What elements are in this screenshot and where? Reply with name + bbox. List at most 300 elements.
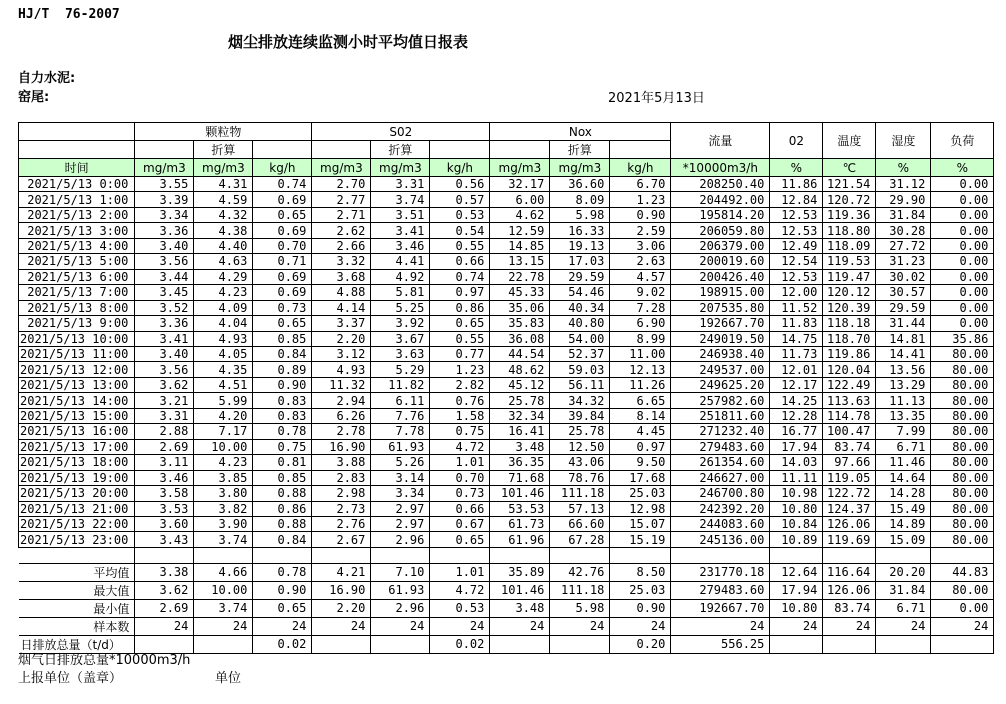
value-cell <box>931 635 994 653</box>
value-cell: 3.74 <box>194 599 253 617</box>
header-blank-cell <box>312 141 371 159</box>
value-cell: 2.88 <box>135 424 194 439</box>
value-cell: 14.28 <box>876 486 931 501</box>
time-cell: 2021/5/13 6:00 <box>19 269 135 284</box>
value-cell: 16.90 <box>312 439 371 454</box>
value-cell: 80.00 <box>931 470 994 485</box>
value-cell: 7.28 <box>610 300 671 315</box>
table-row <box>19 285 994 300</box>
value-cell: 0.00 <box>931 177 994 192</box>
value-cell: 24 <box>823 617 876 635</box>
value-cell: 31.23 <box>876 254 931 269</box>
value-cell: 32.17 <box>490 177 550 192</box>
value-cell: 0.74 <box>430 269 490 284</box>
value-cell: 14.85 <box>490 238 550 253</box>
value-cell: 2.98 <box>312 486 371 501</box>
value-cell: 10.89 <box>770 532 823 547</box>
time-cell: 2021/5/13 14:00 <box>19 393 135 408</box>
table-row <box>19 207 994 222</box>
time-cell: 2021/5/13 17:00 <box>19 439 135 454</box>
time-cell: 2021/5/13 9:00 <box>19 316 135 331</box>
value-cell: 3.06 <box>610 238 671 253</box>
value-cell: 71.68 <box>490 470 550 485</box>
value-cell: 25.78 <box>550 424 610 439</box>
value-cell <box>194 547 253 563</box>
value-cell: 0.55 <box>430 331 490 346</box>
value-cell: 25.03 <box>610 486 671 501</box>
converted-header: 折算 <box>550 141 610 159</box>
value-cell: 2.96 <box>371 532 430 547</box>
value-cell: 192667.70 <box>671 316 770 331</box>
value-cell: 0.88 <box>253 486 312 501</box>
value-cell: 12.98 <box>610 501 671 516</box>
value-cell: 2.69 <box>135 439 194 454</box>
value-cell <box>135 547 194 563</box>
value-cell: 2.71 <box>312 207 371 222</box>
value-cell: 0.84 <box>253 346 312 361</box>
value-cell: 0.86 <box>253 501 312 516</box>
value-cell: 40.34 <box>550 300 610 315</box>
value-cell: 3.45 <box>135 285 194 300</box>
value-cell: 31.84 <box>876 207 931 222</box>
value-cell: 2.97 <box>371 516 430 531</box>
value-cell: 7.76 <box>371 408 430 423</box>
col-header-nox: Nox <box>490 123 671 141</box>
value-cell: 3.21 <box>135 393 194 408</box>
unit-cell: kg/h <box>610 159 671 177</box>
value-cell: 200426.40 <box>671 269 770 284</box>
table-row <box>19 532 994 547</box>
value-cell: 3.88 <box>312 455 371 470</box>
table-row <box>19 238 994 253</box>
value-cell: 0.65 <box>430 532 490 547</box>
value-cell: 3.31 <box>135 408 194 423</box>
value-cell: 12.01 <box>770 362 823 377</box>
value-cell: 206059.80 <box>671 223 770 238</box>
value-cell: 4.72 <box>430 439 490 454</box>
value-cell: 2.77 <box>312 192 371 207</box>
value-cell: 12.59 <box>490 223 550 238</box>
value-cell: 3.55 <box>135 177 194 192</box>
value-cell: 13.35 <box>876 408 931 423</box>
value-cell: 0.85 <box>253 470 312 485</box>
value-cell <box>253 547 312 563</box>
unit-cell: % <box>876 159 931 177</box>
value-cell: 3.46 <box>135 470 194 485</box>
time-cell: 2021/5/13 4:00 <box>19 238 135 253</box>
value-cell: 20.20 <box>876 563 931 581</box>
value-cell: 11.52 <box>770 300 823 315</box>
value-cell: 100.47 <box>823 424 876 439</box>
value-cell: 29.59 <box>876 300 931 315</box>
table-row <box>19 223 994 238</box>
value-cell: 0.00 <box>931 207 994 222</box>
summary-body <box>19 547 994 653</box>
value-cell: 14.03 <box>770 455 823 470</box>
value-cell: 242392.20 <box>671 501 770 516</box>
row-label-cell: 最大值 <box>19 581 135 599</box>
value-cell: 2.76 <box>312 516 371 531</box>
time-cell: 2021/5/13 15:00 <box>19 408 135 423</box>
value-cell: 3.40 <box>135 238 194 253</box>
value-cell: 31.44 <box>876 316 931 331</box>
value-cell: 261354.60 <box>671 455 770 470</box>
time-cell: 2021/5/13 22:00 <box>19 516 135 531</box>
value-cell: 11.00 <box>610 346 671 361</box>
value-cell: 101.46 <box>490 581 550 599</box>
header-blank-cell <box>19 123 135 141</box>
value-cell: 3.60 <box>135 516 194 531</box>
value-cell: 3.12 <box>312 346 371 361</box>
value-cell: 3.52 <box>135 300 194 315</box>
value-cell: 3.41 <box>135 331 194 346</box>
value-cell: 0.73 <box>430 486 490 501</box>
value-cell: 556.25 <box>671 635 770 653</box>
col-header-load: 负荷 <box>931 123 994 159</box>
value-cell: 4.93 <box>312 362 371 377</box>
value-cell: 0.65 <box>253 599 312 617</box>
value-cell: 120.12 <box>823 285 876 300</box>
value-cell: 2.78 <box>312 424 371 439</box>
time-cell: 2021/5/13 18:00 <box>19 455 135 470</box>
value-cell: 4.04 <box>194 316 253 331</box>
value-cell: 80.00 <box>931 377 994 392</box>
value-cell: 113.63 <box>823 393 876 408</box>
value-cell: 0.53 <box>430 207 490 222</box>
value-cell: 48.62 <box>490 362 550 377</box>
value-cell: 12.53 <box>770 207 823 222</box>
value-cell: 0.56 <box>430 177 490 192</box>
value-cell: 3.85 <box>194 470 253 485</box>
value-cell: 24 <box>371 617 430 635</box>
value-cell: 2.70 <box>312 177 371 192</box>
converted-header: 折算 <box>371 141 430 159</box>
value-cell: 14.41 <box>876 346 931 361</box>
value-cell: 4.66 <box>194 563 253 581</box>
value-cell: 7.17 <box>194 424 253 439</box>
value-cell: 2.20 <box>312 599 371 617</box>
value-cell: 61.93 <box>371 439 430 454</box>
value-cell <box>770 547 823 563</box>
value-cell: 3.92 <box>371 316 430 331</box>
value-cell: 12.00 <box>770 285 823 300</box>
report-table <box>18 122 994 654</box>
value-cell <box>610 547 671 563</box>
value-cell: 6.71 <box>876 599 931 617</box>
value-cell: 0.00 <box>931 192 994 207</box>
col-header-flow: 流量 <box>671 123 770 159</box>
value-cell: 4.51 <box>194 377 253 392</box>
value-cell: 80.00 <box>931 408 994 423</box>
value-cell: 12.53 <box>770 223 823 238</box>
value-cell: 78.76 <box>550 470 610 485</box>
value-cell: 3.82 <box>194 501 253 516</box>
value-cell: 35.83 <box>490 316 550 331</box>
time-cell: 2021/5/13 3:00 <box>19 223 135 238</box>
value-cell: 7.10 <box>371 563 430 581</box>
value-cell: 246627.00 <box>671 470 770 485</box>
table-row <box>19 346 994 361</box>
value-cell: 4.32 <box>194 207 253 222</box>
value-cell: 29.90 <box>876 192 931 207</box>
time-cell: 2021/5/13 13:00 <box>19 377 135 392</box>
value-cell: 118.09 <box>823 238 876 253</box>
table-row <box>19 192 994 207</box>
col-header-o2: 02 <box>770 123 823 159</box>
value-cell: 53.53 <box>490 501 550 516</box>
value-cell <box>490 547 550 563</box>
value-cell: 8.14 <box>610 408 671 423</box>
value-cell: 29.59 <box>550 269 610 284</box>
value-cell: 34.32 <box>550 393 610 408</box>
value-cell: 4.72 <box>430 581 490 599</box>
value-cell: 16.77 <box>770 424 823 439</box>
value-cell: 24 <box>490 617 550 635</box>
value-cell: 3.36 <box>135 223 194 238</box>
value-cell: 5.25 <box>371 300 430 315</box>
unit-cell: mg/m3 <box>135 159 194 177</box>
value-cell: 80.00 <box>931 346 994 361</box>
value-cell: 1.23 <box>610 192 671 207</box>
value-cell: 9.02 <box>610 285 671 300</box>
value-cell: 36.60 <box>550 177 610 192</box>
value-cell: 0.65 <box>253 316 312 331</box>
value-cell: 80.00 <box>931 501 994 516</box>
value-cell <box>490 635 550 653</box>
value-cell: 4.31 <box>194 177 253 192</box>
value-cell: 67.28 <box>550 532 610 547</box>
value-cell: 4.35 <box>194 362 253 377</box>
value-cell: 10.80 <box>770 501 823 516</box>
value-cell: 200019.60 <box>671 254 770 269</box>
value-cell: 0.90 <box>610 599 671 617</box>
value-cell: 80.00 <box>931 532 994 547</box>
time-cell: 2021/5/13 5:00 <box>19 254 135 269</box>
value-cell: 3.46 <box>371 238 430 253</box>
value-cell: 2.62 <box>312 223 371 238</box>
value-cell: 4.93 <box>194 331 253 346</box>
value-cell: 0.66 <box>430 501 490 516</box>
value-cell: 0.86 <box>430 300 490 315</box>
value-cell: 3.80 <box>194 486 253 501</box>
value-cell: 0.84 <box>253 532 312 547</box>
value-cell: 0.76 <box>430 393 490 408</box>
value-cell: 119.47 <box>823 269 876 284</box>
value-cell: 120.39 <box>823 300 876 315</box>
value-cell: 246938.40 <box>671 346 770 361</box>
table-row <box>19 177 994 192</box>
value-cell: 0.90 <box>253 377 312 392</box>
value-cell: 3.48 <box>490 599 550 617</box>
value-cell: 56.11 <box>550 377 610 392</box>
value-cell: 16.41 <box>490 424 550 439</box>
value-cell: 0.73 <box>253 300 312 315</box>
value-cell <box>194 635 253 653</box>
value-cell: 0.83 <box>253 393 312 408</box>
value-cell: 0.65 <box>253 207 312 222</box>
value-cell: 12.28 <box>770 408 823 423</box>
value-cell: 119.36 <box>823 207 876 222</box>
time-cell: 2021/5/13 16:00 <box>19 424 135 439</box>
value-cell: 249625.20 <box>671 377 770 392</box>
value-cell: 80.00 <box>931 486 994 501</box>
value-cell: 0.97 <box>430 285 490 300</box>
value-cell: 61.96 <box>490 532 550 547</box>
value-cell: 0.65 <box>430 316 490 331</box>
value-cell <box>312 635 371 653</box>
value-cell: 198915.00 <box>671 285 770 300</box>
value-cell: 3.90 <box>194 516 253 531</box>
page-title: 烟尘排放连续监测小时平均值日报表 <box>227 33 468 51</box>
value-cell: 80.00 <box>931 455 994 470</box>
value-cell: 124.37 <box>823 501 876 516</box>
value-cell: 6.00 <box>490 192 550 207</box>
value-cell: 0.89 <box>253 362 312 377</box>
value-cell: 19.13 <box>550 238 610 253</box>
value-cell: 4.20 <box>194 408 253 423</box>
value-cell: 31.12 <box>876 177 931 192</box>
value-cell: 24 <box>876 617 931 635</box>
value-cell: 3.14 <box>371 470 430 485</box>
value-cell: 0.83 <box>253 408 312 423</box>
value-cell: 114.78 <box>823 408 876 423</box>
unit-cell: mg/m3 <box>490 159 550 177</box>
col-header-so2: S02 <box>312 123 490 141</box>
value-cell: 111.18 <box>550 581 610 599</box>
value-cell: 14.81 <box>876 331 931 346</box>
table-row <box>19 254 994 269</box>
value-cell: 12.49 <box>770 238 823 253</box>
value-cell: 1.23 <box>430 362 490 377</box>
value-cell: 2.69 <box>135 599 194 617</box>
unit-cell: *10000m3/h <box>671 159 770 177</box>
value-cell: 25.78 <box>490 393 550 408</box>
value-cell: 5.98 <box>550 599 610 617</box>
value-cell: 0.00 <box>931 300 994 315</box>
value-cell: 12.64 <box>770 563 823 581</box>
time-cell: 2021/5/13 19:00 <box>19 470 135 485</box>
time-cell: 2021/5/13 11:00 <box>19 346 135 361</box>
value-cell: 11.32 <box>312 377 371 392</box>
value-cell: 4.41 <box>371 254 430 269</box>
value-cell: 35.06 <box>490 300 550 315</box>
value-cell: 3.34 <box>135 207 194 222</box>
value-cell: 5.81 <box>371 285 430 300</box>
value-cell: 3.48 <box>490 439 550 454</box>
value-cell: 0.00 <box>931 254 994 269</box>
value-cell: 24 <box>253 617 312 635</box>
value-cell: 1.58 <box>430 408 490 423</box>
value-cell: 0.55 <box>430 238 490 253</box>
value-cell: 120.72 <box>823 192 876 207</box>
value-cell: 11.83 <box>770 316 823 331</box>
unit-cell: mg/m3 <box>550 159 610 177</box>
value-cell: 17.94 <box>770 581 823 599</box>
time-cell: 2021/5/13 21:00 <box>19 501 135 516</box>
value-cell: 2.73 <box>312 501 371 516</box>
value-cell: 54.46 <box>550 285 610 300</box>
value-cell <box>823 547 876 563</box>
value-cell: 80.00 <box>931 362 994 377</box>
value-cell: 10.80 <box>770 599 823 617</box>
table-row <box>19 455 994 470</box>
value-cell: 119.53 <box>823 254 876 269</box>
value-cell: 14.89 <box>876 516 931 531</box>
value-cell: 0.85 <box>253 331 312 346</box>
value-cell: 0.69 <box>253 192 312 207</box>
row-label-cell: 最小值 <box>19 599 135 617</box>
converted-header: 折算 <box>194 141 253 159</box>
value-cell: 10.98 <box>770 486 823 501</box>
value-cell: 2.96 <box>371 599 430 617</box>
col-header-humidity: 湿度 <box>876 123 931 159</box>
header-blank-cell <box>19 141 135 159</box>
value-cell <box>823 635 876 653</box>
value-cell: 35.86 <box>931 331 994 346</box>
flue-gas-total-note: 烟气日排放总量*10000m3/h <box>18 653 191 668</box>
value-cell: 44.83 <box>931 563 994 581</box>
value-cell: 17.94 <box>770 439 823 454</box>
value-cell: 4.57 <box>610 269 671 284</box>
value-cell: 2.97 <box>371 501 430 516</box>
value-cell: 5.99 <box>194 393 253 408</box>
unit-cell: % <box>931 159 994 177</box>
value-cell: 118.70 <box>823 331 876 346</box>
value-cell: 0.57 <box>430 192 490 207</box>
value-cell: 15.19 <box>610 532 671 547</box>
value-cell: 61.73 <box>490 516 550 531</box>
time-header: 时间 <box>19 159 135 177</box>
value-cell: 54.00 <box>550 331 610 346</box>
value-cell: 249537.00 <box>671 362 770 377</box>
value-cell: 14.75 <box>770 331 823 346</box>
value-cell: 4.92 <box>371 269 430 284</box>
report-date: 2021年5月13日 <box>608 91 705 106</box>
value-cell: 11.82 <box>371 377 430 392</box>
value-cell: 12.84 <box>770 192 823 207</box>
value-cell: 3.38 <box>135 563 194 581</box>
value-cell: 17.03 <box>550 254 610 269</box>
value-cell: 0.69 <box>253 269 312 284</box>
value-cell <box>430 547 490 563</box>
time-cell: 2021/5/13 7:00 <box>19 285 135 300</box>
unit-cell: % <box>770 159 823 177</box>
time-cell: 2021/5/13 0:00 <box>19 177 135 192</box>
value-cell: 0.78 <box>253 563 312 581</box>
value-cell: 3.36 <box>135 316 194 331</box>
unit-label: 单位 <box>215 671 242 686</box>
value-cell: 3.32 <box>312 254 371 269</box>
value-cell: 3.74 <box>194 532 253 547</box>
value-cell: 7.99 <box>876 424 931 439</box>
value-cell: 6.26 <box>312 408 371 423</box>
table-row <box>19 501 994 516</box>
value-cell: 0.78 <box>253 424 312 439</box>
value-cell: 0.00 <box>931 269 994 284</box>
value-cell: 35.89 <box>490 563 550 581</box>
value-cell <box>550 635 610 653</box>
value-cell: 27.72 <box>876 238 931 253</box>
value-cell: 3.56 <box>135 254 194 269</box>
value-cell: 3.53 <box>135 501 194 516</box>
value-cell: 3.37 <box>312 316 371 331</box>
report-unit-label: 上报单位（盖章） <box>18 671 123 686</box>
table-row <box>19 300 994 315</box>
value-cell: 12.17 <box>770 377 823 392</box>
value-cell: 3.40 <box>135 346 194 361</box>
value-cell: 249019.50 <box>671 331 770 346</box>
table-row <box>19 408 994 423</box>
